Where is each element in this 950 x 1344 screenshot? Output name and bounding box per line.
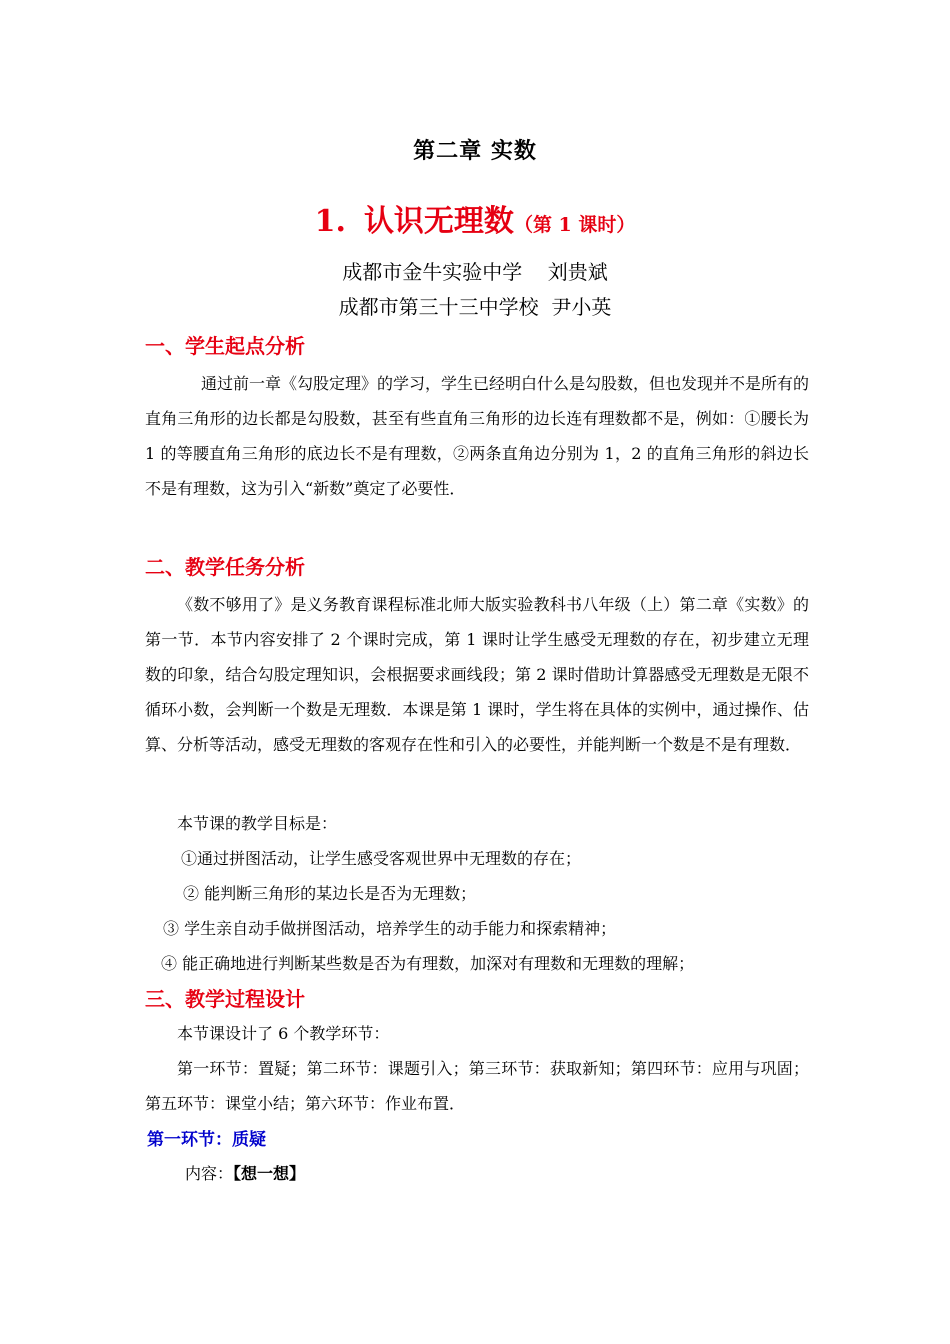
section-heading-task-analysis: 二、教学任务分析 (145, 555, 305, 579)
lesson-title (0, 196, 950, 240)
section-heading-student-analysis: 一、学生起点分析 (145, 334, 305, 358)
author-line-2: 成都市第三十三中学校 尹小英 (338, 295, 612, 319)
chapter-title: 第二章 实数 (413, 138, 537, 164)
student-analysis-paragraph: 通过前一章《勾股定理》的学习，学生已经明白什么是勾股数，但也发现并不是所有的直角三角形的边长都是勾股数，甚至有些直角三角形的边长连有理数都不是，例如：①腰长为 1 的等腰直角三角形的底边长不是有理数，②两条直角边分别为 1，2 的直角三角形的斜边长不是有理数，这为引入“新数”奠定了必要性． (145, 374, 810, 498)
stage-one-heading: 第一环节：质疑 (147, 1130, 266, 1150)
process-stages-paragraph: 第一环节：置疑；第二环节：课题引入；第三环节：获取新知；第四环节：应用与巩固；第五环节：课堂小结；第六环节：作业布置． (145, 1059, 809, 1113)
lesson-name: 认识无理数 (363, 204, 514, 239)
goal-item: ④ 能正确地进行判断某些数是否为有理数，加深对有理数和无理数的理解； (161, 954, 695, 973)
author-line-1: 成都市金牛实验中学 刘贵斌 (342, 260, 608, 284)
goal-item: ② 能判断三角形的某边长是否为无理数； (183, 884, 477, 903)
goal-item: ①通过拼图活动，让学生感受客观世界中无理数的存在； (181, 849, 582, 868)
stage-one-content (185, 1156, 305, 1191)
content-value: 【想一想】 (233, 1164, 306, 1183)
process-intro: 本节课设计了 6 个教学环节： (177, 1024, 390, 1043)
section-heading-process-design: 三、教学过程设计 (145, 987, 305, 1011)
lesson-subtitle: （第 1 课时） (513, 214, 636, 236)
lesson-number: 1. (314, 204, 346, 239)
goal-item: ③ 学生亲自动手做拼图活动，培养学生的动手能力和探索精神； (163, 919, 617, 938)
goals-intro: 本节课的教学目标是： (177, 814, 338, 833)
content-label: 内容： (185, 1164, 234, 1183)
task-analysis-paragraph: 《数不够用了》是义务教育课程标准北师大版实验教科书八年级（上）第二章《实数》的第一节．本节内容安排了 2 个课时完成，第 1 课时让学生感受无理数的存在，初步建立无理数的印象，结合勾股定理知识，会根据要求画线段；第 2 课时借助计算器感受无理数是无限不循环小数，会判断一个数是无理数．本课是第 1 课时，学生将在具体的实例中，通过操作、估算、分析等活动，感受无理数的客观存在性和引入的必要性，并能判断一个数是不是有理数． (145, 595, 809, 754)
